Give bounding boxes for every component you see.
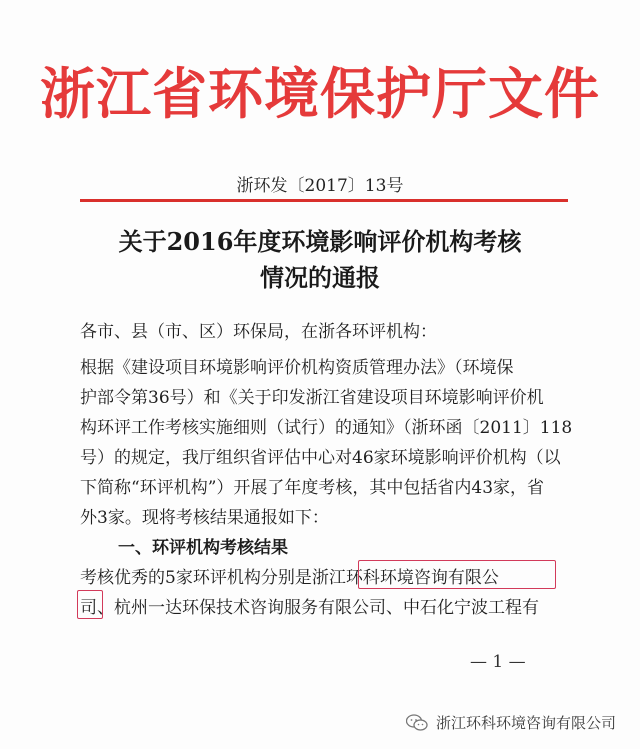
result-line-2-rest: 、杭州一达环保技术咨询服务有限公司、中石化宁波工程有 xyxy=(97,598,539,618)
highlighted-company-name-part-1: 浙江环科环境咨询有限公 xyxy=(311,568,499,588)
paragraph-line: 构环评工作考核实施细则（试行）的通知》（浙环函〔2011〕118 xyxy=(80,418,573,438)
result-line-1 xyxy=(80,563,499,588)
document-header-title: 浙江省环境保护厅文件 xyxy=(39,61,600,126)
wechat-icon xyxy=(406,714,428,732)
watermark xyxy=(406,712,616,733)
paragraph-line: 外3家。现将考核结果通报如下： xyxy=(80,508,329,528)
paragraph-line: 根据《建设项目环境影响评价机构资质管理办法》（环境保 xyxy=(80,358,514,378)
document-title-line-1: 关于2016年度环境影响评价机构考核 xyxy=(118,227,522,256)
document-title-line-2: 情况的通报 xyxy=(260,263,380,292)
result-line-2 xyxy=(80,593,539,618)
paragraph-line: 护部令第36号）和《关于印发浙江省建设项目环境影响评价机 xyxy=(80,388,544,408)
paragraph-line: 下简称“环评机构”）开展了年度考核，其中包括省内43家，省 xyxy=(80,478,545,498)
result-line-1-prefix: 考核优秀的5家环评机构分别是 xyxy=(80,568,312,588)
highlighted-company-name-part-2: 司 xyxy=(80,598,97,618)
document-number: 浙环发〔2017〕13号 xyxy=(236,176,404,196)
page-number: — 1 — xyxy=(470,652,526,672)
red-divider xyxy=(80,199,568,202)
salutation: 各市、县（市、区）环保局，在浙各环评机构： xyxy=(80,322,437,342)
watermark-text: 浙江环科环境咨询有限公司 xyxy=(435,714,616,732)
section-heading: 一、环评机构考核结果 xyxy=(118,538,288,558)
paragraph-line: 号）的规定，我厅组织省评估中心对46家环境影响评价机构（以 xyxy=(80,448,561,468)
